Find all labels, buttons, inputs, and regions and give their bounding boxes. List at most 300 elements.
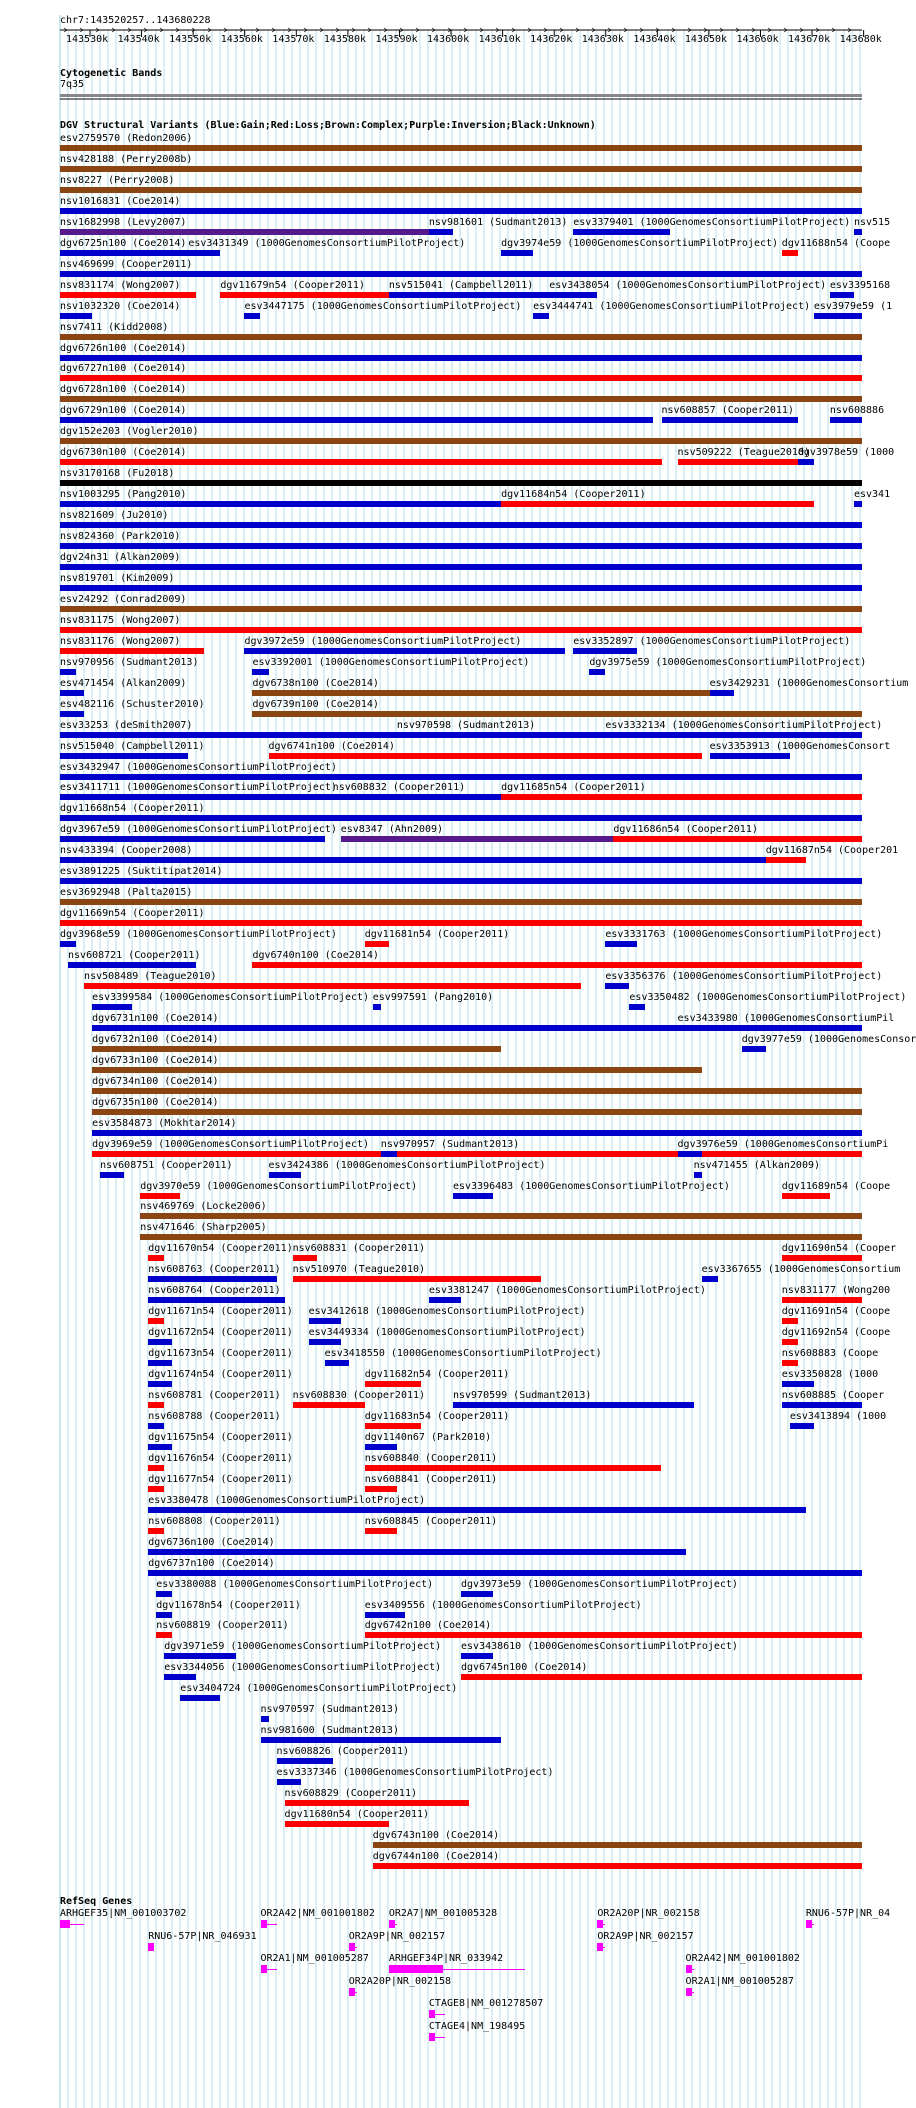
variant-bar[interactable] (60, 648, 204, 654)
variant-bar[interactable] (373, 1863, 862, 1869)
variant-label[interactable]: esv3411711 (1000GenomesConsortiumPilotProject) (60, 782, 337, 794)
variant-label[interactable]: dgv6729n100 (Coe2014) (60, 405, 187, 417)
variant-label[interactable]: nsv515 (853, 216, 891, 228)
variant-bar[interactable] (461, 1674, 862, 1680)
variant-bar[interactable] (60, 711, 84, 717)
variant-label[interactable]: dgv6738n100 (Coe2014) (252, 677, 379, 689)
variant-label[interactable]: esv24292 (Conrad2009) (60, 593, 187, 605)
variant-label[interactable]: nsv471455 (Alkan2009) (693, 1159, 821, 1171)
gene-exon[interactable] (261, 1965, 267, 1973)
variant-label[interactable]: esv33253 (deSmith2007) (60, 719, 193, 731)
gene-exon[interactable] (60, 1920, 70, 1928)
variant-bar[interactable] (60, 250, 188, 256)
variant-bar[interactable] (694, 1172, 702, 1178)
variant-label[interactable]: dgv3976e59 (1000GenomesConsortiumPi (677, 1138, 889, 1150)
variant-label[interactable]: dgv3977e59 (1000GenomesConsor (741, 1033, 916, 1045)
variant-bar[interactable] (589, 669, 605, 675)
variant-bar[interactable] (252, 669, 268, 675)
variant-bar[interactable] (277, 1758, 333, 1764)
variant-bar[interactable] (164, 1674, 196, 1680)
variant-label[interactable]: nsv981601 (Sudmant2013) (428, 216, 568, 228)
variant-bar[interactable] (678, 1025, 862, 1031)
variant-label[interactable]: dgv11673n54 (Cooper2011) (148, 1348, 293, 1360)
variant-label[interactable]: esv3412618 (1000GenomesConsortiumPilotProject) (308, 1306, 586, 1318)
variant-bar[interactable] (397, 732, 413, 738)
variant-label[interactable]: dgv152e203 (Vogler2010) (60, 426, 199, 438)
variant-bar[interactable] (429, 229, 453, 235)
variant-bar[interactable] (60, 417, 653, 423)
variant-bar[interactable] (148, 1444, 172, 1450)
variant-label[interactable]: dgv11688n54 (Coope (781, 237, 891, 249)
variant-bar[interactable] (573, 648, 637, 654)
variant-bar[interactable] (293, 1402, 365, 1408)
variant-bar[interactable] (325, 1360, 349, 1366)
variant-label[interactable]: esv3395168 (829, 279, 891, 291)
variant-bar[interactable] (389, 292, 557, 298)
gene-exon[interactable] (686, 1988, 692, 1996)
variant-bar[interactable] (854, 501, 862, 507)
variant-label[interactable]: esv3449334 (1000GenomesConsortiumPilotProject) (308, 1327, 586, 1339)
variant-label[interactable]: nsv1003295 (Pang2010) (60, 489, 187, 501)
variant-bar[interactable] (60, 794, 333, 800)
variant-bar[interactable] (613, 836, 862, 842)
variant-bar[interactable] (60, 774, 862, 780)
gene-exon[interactable] (686, 1965, 692, 1973)
variant-label[interactable]: dgv11675n54 (Cooper2011) (148, 1431, 293, 1443)
variant-bar[interactable] (140, 1193, 180, 1199)
variant-label[interactable]: esv3424386 (1000GenomesConsortiumPilotProject) (268, 1159, 546, 1171)
variant-bar[interactable] (60, 208, 862, 214)
variant-label[interactable]: dgv11692n54 (Coope (781, 1327, 891, 1339)
variant-label[interactable]: dgv11687n54 (Cooper201 (765, 845, 899, 857)
variant-bar[interactable] (92, 1151, 862, 1157)
variant-bar[interactable] (429, 1297, 461, 1303)
variant-label[interactable]: nsv970599 (Sudmant2013) (452, 1390, 592, 1401)
variant-label[interactable]: nsv608829 (Cooper2011) (284, 1788, 417, 1800)
variant-label[interactable]: nsv608831 (Cooper2011) (292, 1243, 426, 1255)
variant-label[interactable]: nsv608840 (Cooper2011) (364, 1452, 498, 1464)
variant-label[interactable]: dgv11679n54 (Cooper2011) (220, 279, 365, 291)
variant-label[interactable]: dgv6731n100 (Coe2014) (92, 1012, 219, 1024)
variant-label[interactable]: nsv970597 (Sudmant2013) (260, 1704, 399, 1716)
variant-bar[interactable] (373, 1004, 381, 1010)
variant-bar[interactable] (830, 417, 862, 423)
variant-bar[interactable] (309, 1339, 341, 1345)
variant-label[interactable]: dgv11676n54 (Cooper2011) (148, 1452, 293, 1464)
variant-bar[interactable] (60, 355, 862, 361)
variant-label[interactable]: nsv508489 (Teague2010) (84, 971, 217, 982)
variant-label[interactable]: esv3399584 (1000GenomesConsortiumPilotProject) (92, 991, 370, 1003)
variant-label[interactable]: nsv608857 (Cooper2011) (661, 405, 794, 417)
variant-label[interactable]: nsv831175 (Wong2007) (60, 614, 181, 626)
variant-label[interactable]: dgv3968e59 (1000GenomesConsortiumPilotProject) (60, 929, 337, 941)
gene-label[interactable]: OR2A42|NM_001001802 (685, 1953, 800, 1964)
variant-bar[interactable] (742, 1046, 766, 1052)
variant-label[interactable]: esv3380478 (1000GenomesConsortiumPilotProject) (148, 1494, 426, 1506)
variant-label[interactable]: nsv515041 (Campbell2011) (388, 279, 534, 291)
variant-bar[interactable] (148, 1570, 862, 1576)
gene-exon[interactable] (349, 1943, 355, 1951)
variant-label[interactable]: dgv6739n100 (Coe2014) (252, 698, 379, 710)
variant-label[interactable]: esv3692948 (Palta2015) (60, 887, 193, 899)
variant-label[interactable]: nsv433394 (Cooper2008) (60, 845, 193, 857)
variant-bar[interactable] (365, 941, 389, 947)
variant-bar[interactable] (156, 1632, 172, 1638)
variant-label[interactable]: nsv1016831 (Coe2014) (60, 195, 181, 207)
variant-label[interactable]: esv3344056 (1000GenomesConsortiumPilotProject) (164, 1662, 442, 1674)
variant-bar[interactable] (60, 375, 862, 381)
variant-bar[interactable] (60, 899, 862, 905)
variant-label[interactable]: nsv3170168 (Fu2018) (60, 468, 175, 480)
variant-label[interactable]: dgv6737n100 (Coe2014) (148, 1557, 275, 1569)
variant-bar[interactable] (60, 690, 84, 696)
variant-bar[interactable] (84, 983, 581, 989)
variant-bar[interactable] (269, 1172, 301, 1178)
variant-label[interactable]: nsv608826 (Cooper2011) (276, 1746, 409, 1758)
variant-bar[interactable] (333, 794, 509, 800)
variant-bar[interactable] (148, 1297, 284, 1303)
variant-bar[interactable] (782, 1193, 830, 1199)
variant-bar[interactable] (453, 1193, 493, 1199)
variant-label[interactable]: dgv3969e59 (1000GenomesConsortiumPilotProject) (92, 1138, 370, 1150)
variant-bar[interactable] (156, 1612, 172, 1618)
variant-bar[interactable] (60, 522, 862, 528)
variant-bar[interactable] (798, 459, 814, 465)
variant-label[interactable]: esv3413894 (1000 (789, 1410, 887, 1422)
variant-label[interactable]: dgv11685n54 (Cooper2011) (501, 782, 646, 794)
variant-bar[interactable] (605, 983, 629, 989)
variant-label[interactable]: nsv7411 (Kidd2008) (60, 321, 169, 333)
variant-label[interactable]: nsv608819 (Cooper2011) (156, 1620, 289, 1632)
variant-label[interactable]: nsv821609 (Ju2010) (60, 510, 169, 522)
variant-bar[interactable] (60, 334, 862, 340)
variant-bar[interactable] (60, 878, 862, 884)
gene-label[interactable]: ARHGEF34P|NR_033942 (388, 1953, 504, 1964)
variant-label[interactable]: esv482116 (Schuster2010) (60, 698, 205, 710)
variant-label[interactable]: dgv11684n54 (Cooper2011) (501, 489, 646, 501)
variant-label[interactable]: nsv831177 (Wong200 (781, 1285, 891, 1297)
variant-label[interactable]: esv3352897 (1000GenomesConsortiumPilotProject) (573, 635, 851, 647)
variant-bar[interactable] (373, 1842, 862, 1848)
variant-bar[interactable] (60, 166, 862, 172)
variant-bar[interactable] (92, 1088, 862, 1094)
variant-label[interactable]: nsv831174 (Wong2007) (60, 279, 181, 291)
variant-label[interactable]: nsv824360 (Park2010) (60, 531, 181, 543)
variant-label[interactable]: esv3379401 (1000GenomesConsortiumPilotProject) (573, 216, 851, 228)
variant-label[interactable]: dgv24n31 (Alkan2009) (60, 552, 181, 563)
variant-bar[interactable] (60, 187, 862, 193)
gene-label[interactable]: OR2A42|NM_001001802 (260, 1908, 375, 1919)
variant-bar[interactable] (341, 836, 614, 842)
variant-bar[interactable] (60, 543, 862, 549)
variant-label[interactable]: dgv6733n100 (Coe2014) (92, 1054, 219, 1066)
gene-label[interactable]: CTAGE8|NM_001278507 (428, 1998, 544, 2009)
variant-label[interactable]: esv3438054 (1000GenomesConsortiumPilotProject) (549, 279, 827, 291)
variant-bar[interactable] (309, 1318, 341, 1324)
variant-label[interactable]: dgv6730n100 (Coe2014) (60, 447, 187, 459)
variant-label[interactable]: dgv11670n54 (Cooper2011) (148, 1243, 293, 1255)
variant-bar[interactable] (68, 962, 196, 968)
gene-label[interactable]: OR2A20P|NR_002158 (348, 1975, 452, 1987)
gene-exon[interactable] (148, 1943, 154, 1951)
variant-label[interactable]: dgv11690n54 (Cooper (781, 1243, 897, 1255)
variant-label[interactable]: esv2759570 (Redon2006) (60, 133, 193, 144)
variant-bar[interactable] (60, 229, 429, 235)
variant-bar[interactable] (60, 564, 862, 570)
gene-exon[interactable] (597, 1943, 603, 1951)
variant-label[interactable]: dgv11689n54 (Coope (781, 1180, 891, 1192)
variant-bar[interactable] (854, 229, 862, 235)
variant-label[interactable]: esv3350482 (1000GenomesConsortiumPilotProject) (629, 991, 907, 1003)
variant-bar[interactable] (148, 1507, 806, 1513)
variant-label[interactable]: esv3356376 (1000GenomesConsortiumPilotProject) (605, 971, 883, 982)
variant-bar[interactable] (92, 1067, 702, 1073)
variant-bar[interactable] (782, 1339, 798, 1345)
variant-label[interactable]: esv3433980 (1000GenomesConsortiumPil (677, 1012, 895, 1024)
gene-exon[interactable] (429, 2033, 435, 2041)
variant-bar[interactable] (92, 1004, 132, 1010)
variant-label[interactable]: dgv6726n100 (Coe2014) (60, 342, 187, 354)
variant-label[interactable]: nsv469769 (Locke2006) (140, 1201, 267, 1213)
variant-label[interactable]: nsv608764 (Cooper2011) (148, 1285, 281, 1297)
variant-label[interactable]: nsv970957 (Sudmant2013) (380, 1138, 520, 1150)
variant-bar[interactable] (605, 732, 677, 738)
variant-bar[interactable] (60, 941, 76, 947)
variant-label[interactable]: dgv1140n67 (Park2010) (364, 1431, 492, 1443)
variant-label[interactable]: esv3444741 (1000GenomesConsortiumPilotProject) (533, 300, 811, 312)
variant-bar[interactable] (782, 1318, 798, 1324)
variant-bar[interactable] (365, 1486, 397, 1492)
variant-label[interactable]: nsv608830 (Cooper2011) (292, 1390, 426, 1401)
variant-bar[interactable] (285, 1800, 469, 1806)
variant-label[interactable]: dgv11671n54 (Cooper2011) (148, 1306, 293, 1318)
variant-bar[interactable] (549, 292, 597, 298)
variant-label[interactable]: dgv6734n100 (Coe2014) (92, 1075, 219, 1087)
variant-bar[interactable] (710, 753, 790, 759)
variant-label[interactable]: esv997591 (Pang2010) (372, 991, 494, 1003)
variant-label[interactable]: nsv970956 (Sudmant2013) (60, 656, 199, 668)
variant-label[interactable]: esv3367655 (1000GenomesConsortium (701, 1264, 901, 1276)
gene-exon[interactable] (597, 1920, 603, 1928)
variant-bar[interactable] (702, 1276, 718, 1282)
variant-bar[interactable] (148, 1381, 172, 1387)
variant-bar[interactable] (269, 753, 702, 759)
variant-bar[interactable] (148, 1423, 164, 1429)
variant-label[interactable]: nsv819701 (Kim2009) (60, 572, 175, 584)
variant-label[interactable]: esv3353913 (1000GenomesConsort (709, 740, 891, 752)
variant-label[interactable]: nsv469699 (Cooper2011) (60, 258, 193, 270)
variant-bar[interactable] (60, 459, 662, 465)
variant-label[interactable]: dgv3978e59 (1000 (797, 447, 895, 459)
variant-label[interactable]: dgv11672n54 (Cooper2011) (148, 1327, 293, 1339)
variant-label[interactable]: esv3332134 (1000GenomesConsortiumPilotProject) (605, 719, 883, 731)
variant-label[interactable]: nsv608845 (Cooper2011) (364, 1515, 498, 1527)
variant-bar[interactable] (60, 627, 862, 633)
variant-label[interactable]: dgv6735n100 (Coe2014) (92, 1096, 219, 1108)
variant-label[interactable]: esv3381247 (1000GenomesConsortiumPilotProject) (428, 1285, 706, 1297)
variant-label[interactable]: nsv471646 (Sharp2005) (140, 1222, 267, 1234)
variant-label[interactable]: esv3409556 (1000GenomesConsortiumPilotProject) (364, 1599, 642, 1611)
variant-label[interactable]: esv3337346 (1000GenomesConsortiumPilotProject) (276, 1767, 554, 1779)
variant-label[interactable]: esv3392001 (1000GenomesConsortiumPilotProject) (252, 656, 530, 668)
variant-label[interactable]: nsv970598 (Sudmant2013) (396, 719, 536, 731)
variant-label[interactable]: dgv3970e59 (1000GenomesConsortiumPilotProject) (140, 1180, 418, 1192)
variant-bar[interactable] (92, 1109, 862, 1115)
variant-label[interactable]: esv3404724 (1000GenomesConsortiumPilotProject) (180, 1683, 458, 1695)
variant-bar[interactable] (261, 1737, 502, 1743)
variant-label[interactable]: nsv608883 (Coope (781, 1348, 879, 1360)
variant-label[interactable]: esv3584873 (Mokhtar2014) (92, 1117, 237, 1129)
variant-bar[interactable] (782, 1360, 798, 1366)
variant-bar[interactable] (60, 501, 501, 507)
gene-label[interactable]: RNU6-57P|NR_04 (805, 1908, 891, 1919)
variant-label[interactable]: dgv6745n100 (Coe2014) (461, 1662, 588, 1674)
gene-label[interactable]: OR2A1|NM_001005287 (685, 1975, 794, 1987)
variant-bar[interactable] (244, 648, 565, 654)
variant-label[interactable]: dgv6741n100 (Coe2014) (268, 740, 395, 752)
variant-bar[interactable] (365, 1612, 405, 1618)
variant-label[interactable]: dgv6743n100 (Coe2014) (372, 1829, 500, 1841)
variant-label[interactable]: dgv11674n54 (Cooper2011) (148, 1369, 293, 1381)
variant-bar[interactable] (60, 313, 92, 319)
variant-label[interactable]: dgv11682n54 (Cooper2011) (364, 1369, 510, 1381)
variant-label[interactable]: esv3396483 (1000GenomesConsortiumPilotProject) (452, 1180, 730, 1192)
variant-label[interactable]: dgv11691n54 (Coope (781, 1306, 891, 1318)
variant-bar[interactable] (100, 1172, 124, 1178)
variant-bar[interactable] (605, 941, 637, 947)
variant-bar[interactable] (766, 857, 806, 863)
variant-label[interactable]: nsv8227 (Perry2008) (60, 174, 175, 186)
variant-bar[interactable] (662, 417, 798, 423)
variant-bar[interactable] (60, 815, 862, 821)
variant-label[interactable]: dgv6732n100 (Coe2014) (92, 1033, 219, 1045)
variant-label[interactable]: nsv608721 (Cooper2011) (68, 950, 201, 962)
variant-bar[interactable] (461, 1591, 493, 1597)
variant-label[interactable]: dgv3973e59 (1000GenomesConsortiumPilotProject) (461, 1578, 738, 1590)
variant-bar[interactable] (365, 1381, 421, 1387)
variant-label[interactable]: dgv6740n100 (Coe2014) (252, 950, 379, 962)
variant-label[interactable]: dgv6728n100 (Coe2014) (60, 384, 187, 396)
variant-label[interactable]: nsv608832 (Cooper2011) (332, 782, 466, 794)
variant-bar[interactable] (148, 1465, 164, 1471)
variant-bar[interactable] (782, 1402, 862, 1408)
variant-bar[interactable] (453, 1402, 694, 1408)
variant-bar[interactable] (60, 396, 862, 402)
variant-bar[interactable] (365, 1528, 397, 1534)
variant-bar[interactable] (710, 690, 734, 696)
variant-bar[interactable] (60, 292, 196, 298)
variant-label[interactable]: dgv6727n100 (Coe2014) (60, 363, 187, 375)
variant-label[interactable]: esv3429231 (1000GenomesConsortium (709, 677, 909, 689)
variant-label[interactable]: nsv510970 (Teague2010) (292, 1264, 426, 1276)
variant-label[interactable]: dgv6744n100 (Coe2014) (372, 1850, 500, 1862)
variant-bar[interactable] (782, 1255, 862, 1261)
variant-label[interactable]: dgv11668n54 (Cooper2011) (60, 803, 205, 815)
gene-label[interactable]: OR2A9P|NR_002157 (597, 1930, 694, 1942)
variant-bar[interactable] (252, 690, 709, 696)
variant-bar[interactable] (60, 271, 862, 277)
variant-label[interactable]: nsv608781 (Cooper2011) (148, 1390, 281, 1401)
cytoband-label[interactable]: 7q35 (60, 79, 85, 90)
variant-bar[interactable] (381, 1151, 397, 1157)
gene-exon[interactable] (429, 2010, 435, 2018)
variant-label[interactable]: dgv3972e59 (1000GenomesConsortiumPilotProject) (244, 635, 522, 647)
variant-label[interactable]: nsv515040 (Campbell2011) (60, 740, 205, 752)
gene-label[interactable]: OR2A9P|NR_002157 (348, 1930, 446, 1942)
variant-bar[interactable] (92, 1046, 501, 1052)
variant-label[interactable]: nsv608808 (Cooper2011) (148, 1515, 281, 1527)
variant-label[interactable]: nsv428188 (Perry2008b) (60, 153, 193, 165)
variant-bar[interactable] (293, 1276, 542, 1282)
variant-bar[interactable] (60, 669, 76, 675)
variant-bar[interactable] (60, 732, 862, 738)
variant-bar[interactable] (629, 1004, 645, 1010)
variant-label[interactable]: dgv3975e59 (1000GenomesConsortiumPilotProject) (589, 656, 867, 668)
variant-label[interactable]: esv3350828 (1000 (781, 1369, 879, 1381)
variant-label[interactable]: nsv608885 (Cooper (781, 1390, 885, 1401)
variant-label[interactable]: nsv1682998 (Levy2007) (60, 216, 187, 228)
variant-bar[interactable] (60, 585, 862, 591)
variant-label[interactable]: esv3331763 (1000GenomesConsortiumPilotProject) (605, 929, 883, 941)
variant-bar[interactable] (60, 920, 862, 926)
variant-bar[interactable] (261, 1716, 269, 1722)
variant-label[interactable]: dgv11678n54 (Cooper2011) (156, 1599, 301, 1611)
variant-bar[interactable] (60, 145, 862, 151)
variant-label[interactable]: dgv11686n54 (Cooper2011) (613, 824, 758, 836)
variant-label[interactable]: esv3447175 (1000GenomesConsortiumPilotProject) (244, 300, 522, 312)
variant-label[interactable]: esv3891225 (Suktitipat2014) (60, 866, 223, 878)
gene-exon[interactable] (349, 1988, 355, 1996)
variant-bar[interactable] (156, 1591, 172, 1597)
variant-bar[interactable] (573, 229, 669, 235)
variant-bar[interactable] (814, 313, 862, 319)
variant-label[interactable]: nsv981600 (Sudmant2013) (260, 1725, 399, 1737)
variant-bar[interactable] (790, 1423, 814, 1429)
variant-label[interactable]: dgv11680n54 (Cooper2011) (284, 1809, 430, 1820)
variant-bar[interactable] (782, 1381, 814, 1387)
gene-exon[interactable] (806, 1920, 812, 1928)
variant-bar[interactable] (60, 836, 325, 842)
variant-bar[interactable] (140, 1213, 862, 1219)
variant-label[interactable]: esv3438610 (1000GenomesConsortiumPilotProject) (461, 1641, 738, 1653)
variant-bar[interactable] (830, 292, 854, 298)
variant-label[interactable]: nsv831176 (Wong2007) (60, 635, 181, 647)
variant-bar[interactable] (782, 1297, 862, 1303)
gene-label[interactable]: ARHGEF35|NM_001003702 (60, 1908, 187, 1919)
gene-exon[interactable] (389, 1965, 444, 1973)
variant-bar[interactable] (148, 1360, 172, 1366)
variant-bar[interactable] (60, 753, 188, 759)
variant-label[interactable]: dgv11681n54 (Cooper2011) (364, 929, 510, 941)
variant-label[interactable]: esv471454 (Alkan2009) (60, 677, 187, 689)
variant-bar[interactable] (501, 250, 533, 256)
variant-bar[interactable] (148, 1339, 172, 1345)
variant-bar[interactable] (148, 1255, 164, 1261)
variant-label[interactable]: esv341 (853, 489, 891, 501)
variant-label[interactable]: dgv3974e59 (1000GenomesConsortiumPilotProject) (501, 237, 779, 249)
variant-bar[interactable] (678, 1151, 702, 1157)
variant-bar[interactable] (60, 857, 766, 863)
gene-label[interactable]: RNU6-57P|NR_046931 (148, 1930, 257, 1942)
variant-bar[interactable] (148, 1276, 276, 1282)
variant-bar[interactable] (148, 1402, 164, 1408)
variant-bar[interactable] (252, 711, 862, 717)
variant-bar[interactable] (252, 962, 862, 968)
variant-bar[interactable] (148, 1318, 164, 1324)
gene-label[interactable]: OR2A7|NM_001005328 (388, 1908, 498, 1919)
variant-label[interactable]: dgv6736n100 (Coe2014) (148, 1536, 275, 1548)
variant-label[interactable]: dgv11683n54 (Cooper2011) (364, 1410, 510, 1422)
